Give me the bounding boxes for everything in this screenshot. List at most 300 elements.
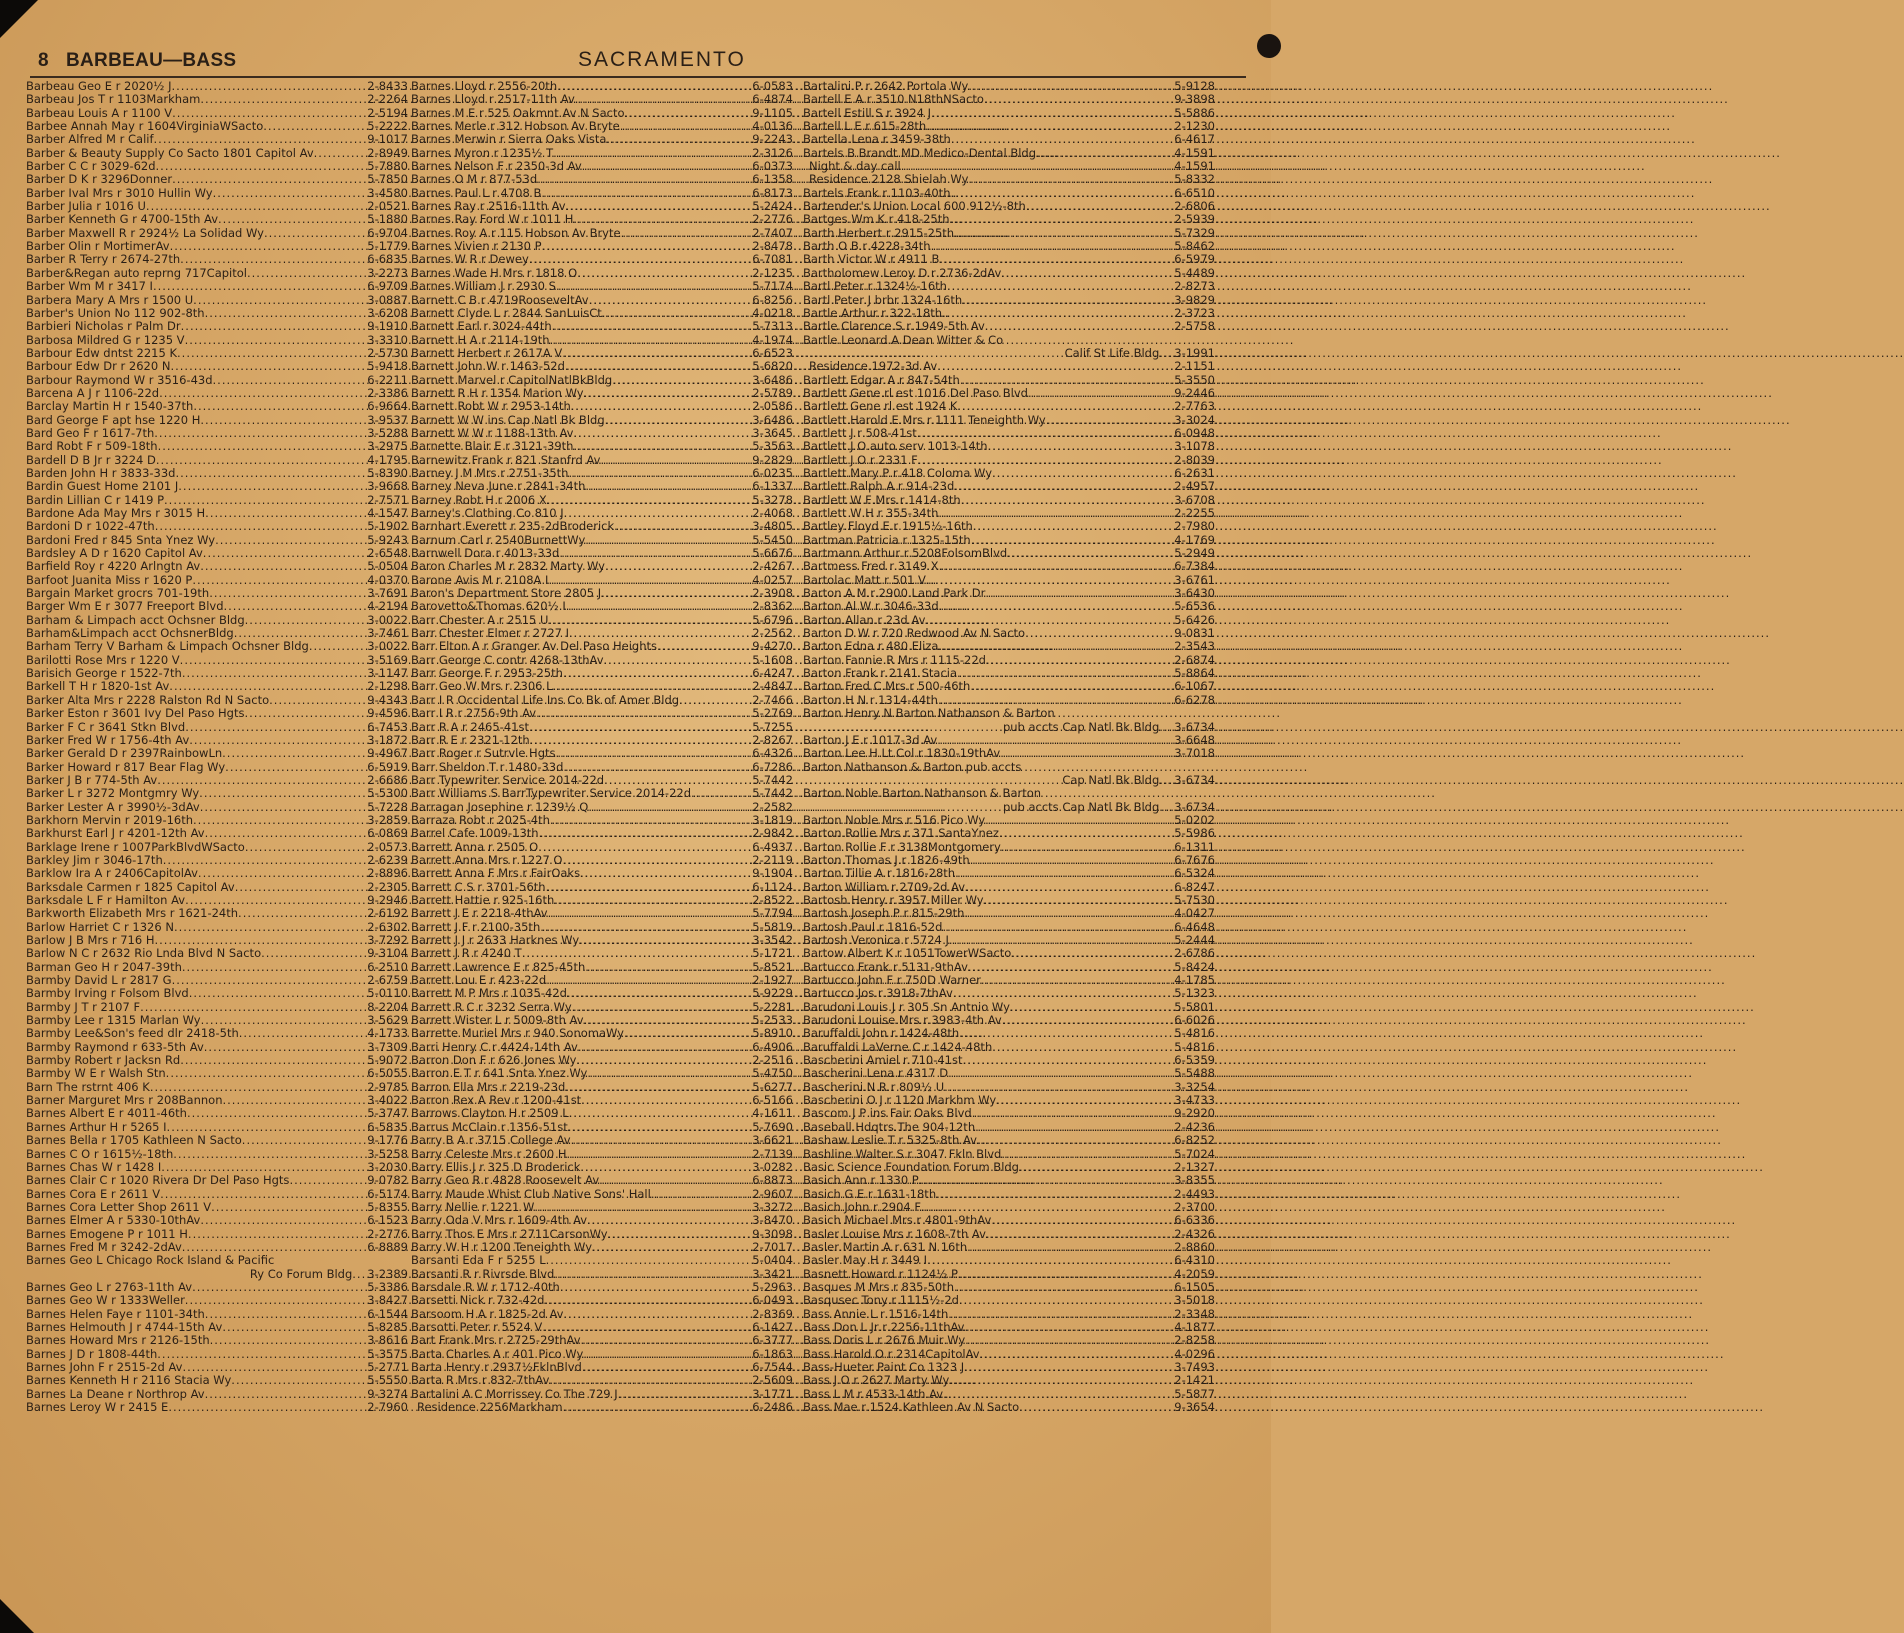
listing-name: Bass Don L Jr r 2256-11thAv	[803, 1319, 965, 1334]
listing-name: Bartella Lena r 3459-38th	[803, 132, 951, 147]
listing-phone: 5-2222	[367, 119, 408, 134]
listing-entry	[411, 1001, 793, 1014]
dot-leader	[937, 360, 1173, 373]
dot-leader	[529, 253, 752, 266]
listing-name: Barr R A r 2465-41st	[411, 719, 529, 734]
listing-entry	[411, 1081, 793, 1094]
dot-leader	[918, 454, 1173, 467]
listing-phone: 5-2949	[1174, 546, 1215, 561]
listing-entry	[411, 747, 793, 760]
listing-phone: 6-3777	[752, 1333, 793, 1348]
listing-phone: 9-2243	[752, 132, 793, 147]
dot-leader	[657, 640, 751, 653]
listing-name: Basic Science Foundation Forum Bldg	[803, 1159, 1019, 1174]
listing-entry	[411, 1054, 793, 1067]
listing-entry	[411, 1067, 793, 1080]
listing-entry	[803, 1094, 1215, 1107]
listing-entry	[411, 374, 793, 387]
listing-phone: 6-1311	[1174, 839, 1215, 854]
dot-leader	[1000, 747, 1173, 760]
listing-phone: 5-5886	[1174, 105, 1215, 120]
dot-leader	[182, 961, 366, 974]
listing-phone: 2-3700	[1174, 1199, 1215, 1214]
dot-leader	[1002, 1014, 1174, 1027]
listing-name: Barney J M Mrs r 2751-35th	[411, 465, 569, 480]
listing-entry	[26, 1094, 408, 1107]
listing-name: Barnes Myron r 1235½ T	[411, 145, 554, 160]
listing-entry	[26, 1134, 408, 1147]
listing-name: Barr Chester A r 2515 U	[411, 612, 549, 627]
listing-entry	[803, 480, 1215, 493]
listing-name: Barnes Elmer A r 5330-10thAv	[26, 1213, 201, 1228]
listing-entry	[411, 454, 793, 467]
listing-entry	[411, 173, 793, 186]
dot-leader	[975, 1121, 1173, 1134]
listing-phone: 2-1230	[1174, 119, 1215, 134]
dot-leader	[567, 1148, 752, 1161]
listing-entry	[803, 1041, 1215, 1054]
listing-entry	[26, 1214, 408, 1227]
listing-phone: 2-5758	[1174, 319, 1215, 334]
listing-name: Residence 2128 Shielah Wy	[809, 172, 969, 187]
listing-name: Bardell D B Jr r 3224 D	[26, 452, 156, 467]
listing-name: Bartosh Henry r 3957 Miller Wy	[803, 892, 984, 907]
listing-phone: 2-8369	[752, 1306, 793, 1321]
dot-leader	[589, 294, 752, 307]
listing-entry	[803, 387, 1215, 400]
listing-phone: 5-2771	[367, 1360, 408, 1374]
dot-leader	[568, 1121, 752, 1134]
listing-phone: 2-8039	[1174, 452, 1215, 467]
dot-leader	[537, 173, 751, 186]
dot-leader	[203, 547, 366, 560]
listing-name: Basler Louise Mrs r 1608-7th Av	[803, 1226, 986, 1241]
listing-name: Basich John r 2904 F	[803, 1199, 921, 1214]
listing-name: Bartosh Joseph P r 815-29th	[803, 906, 965, 921]
listing-name: Bartlett Gene rl est 1016 Del Paso Blvd	[803, 385, 1028, 400]
listing-entry	[26, 253, 408, 266]
listing-phone: 2-4267	[752, 559, 793, 574]
dot-leader	[309, 640, 366, 653]
dot-leader	[565, 1081, 751, 1094]
dot-leader	[210, 1334, 367, 1347]
listing-name: Bartlett Mary P r 418 Coloma Wy	[803, 465, 993, 480]
listing-name: Bartender's Union Local 600 912½-8th	[803, 199, 1026, 214]
listing-name: Barmby W E r Walsh Stn	[26, 1066, 166, 1081]
listing-name: Barmby Irving r Folsom Blvd	[26, 986, 189, 1001]
listing-entry	[803, 494, 1215, 507]
listing-name: Barnett John W r 1463-52d	[411, 359, 565, 374]
listing-name: Barrel Cafe 1009-13th	[411, 826, 539, 841]
listing-phone: 5-7850	[367, 172, 408, 187]
listing-entry	[26, 1361, 408, 1374]
dot-leader	[546, 974, 751, 987]
dot-leader	[605, 414, 752, 427]
dot-leader	[180, 654, 367, 667]
dot-leader	[1159, 774, 1173, 787]
listing-name: Bartucco Frank r 5131-9thAv	[803, 959, 968, 974]
listing-entry	[411, 1348, 793, 1361]
dot-leader	[189, 734, 366, 747]
dot-leader	[168, 1401, 366, 1414]
listing-phone: 6-4648	[1174, 919, 1215, 934]
listing-name: Barrett Wister L r 5009-8th Av	[411, 1013, 584, 1028]
listing-entry	[803, 294, 1215, 307]
listing-name: Barr R E r 2321-12th	[411, 732, 530, 747]
listing-name: Barnes Arthur H r 5265 I	[26, 1119, 167, 1134]
listing-entry	[803, 1161, 1215, 1174]
listing-entry	[26, 467, 408, 480]
listing-name: Calif St Life Bldg	[1064, 345, 1160, 360]
listing-entry	[26, 440, 408, 453]
dot-leader	[140, 1001, 366, 1014]
listing-name: Barrett Lawrence E r 825-45th	[411, 959, 586, 974]
listing-entry	[411, 334, 793, 347]
listing-name: Barker Alta Mrs r 2228 Ralston Rd N Sacto	[26, 692, 270, 707]
listing-phone: 6-7384	[1174, 559, 1215, 574]
listing-name: Bascherini Lena r 4317 D	[803, 1066, 949, 1081]
listing-phone: 2-6686	[367, 772, 408, 787]
listing-entry	[411, 187, 793, 200]
listing-phone: 3-3645	[752, 425, 793, 440]
listing-phone: 9-1910	[367, 319, 408, 334]
listing-entry	[411, 827, 793, 840]
listing-entry	[411, 93, 793, 106]
listing-name: Bass L M r 4533-14th Av	[803, 1386, 944, 1401]
listing-entry	[411, 961, 793, 974]
listing-phone: 8-2204	[367, 999, 408, 1014]
listing-name: Barmby David L r 2817 G	[26, 973, 172, 988]
listing-name: Barton Rollie Mrs r 371 SantaYnez	[803, 826, 999, 841]
dot-leader	[992, 1041, 1173, 1054]
dot-leader	[245, 614, 367, 627]
listing-phone: 9-3898	[1174, 92, 1215, 107]
name-range: BARBEAU—BASS	[66, 50, 237, 71]
listing-name: Bartucco John F r 750D Warner	[803, 973, 981, 988]
listing-entry	[26, 294, 408, 307]
listing-name: Barber Alfred M r Calif	[26, 132, 154, 147]
dot-leader	[999, 827, 1173, 840]
listing-name: Barbeau Jos T r 1103Markham	[26, 92, 201, 107]
dot-leader	[1019, 1161, 1173, 1174]
listing-phone: 5-7255	[752, 719, 793, 734]
dot-leader	[146, 200, 366, 213]
listing-name: Barnes Helmouth J r 4744-15th Av	[26, 1319, 223, 1334]
listing-phone: 2-0573	[367, 839, 408, 854]
listing-entry	[803, 1107, 1215, 1120]
listing-phone: 9-3104	[367, 946, 408, 961]
listing-phone: 6-0869	[367, 826, 408, 841]
listing-entry	[803, 547, 1215, 560]
dot-leader	[164, 494, 366, 507]
dot-leader	[950, 213, 1174, 226]
listing-name: Barnett Robt W r 2953-14th	[411, 399, 571, 414]
dot-leader	[536, 707, 751, 720]
listing-phone: 5-8285	[367, 1319, 408, 1334]
dot-leader	[1025, 627, 1173, 640]
listing-entry	[803, 133, 1215, 146]
listing-entry	[411, 587, 793, 600]
listing-name: Barfield Roy r 4220 Arlngtn Av	[26, 559, 201, 574]
listing-name: Barnes C O r 1615½-18th	[26, 1146, 174, 1161]
listing-entry	[803, 1081, 1215, 1094]
listing-name: Barker Lester A r 3990½-3dAv	[26, 799, 200, 814]
listing-name: Barnes Bella r 1705 Kathleen N Sacto	[26, 1133, 242, 1148]
dot-leader	[547, 494, 752, 507]
listing-name: Bartmann Arthur r 5208FolsomBlvd	[803, 546, 1008, 561]
dot-leader	[605, 560, 751, 573]
listing-entry	[26, 107, 408, 120]
dot-leader	[967, 1241, 1173, 1254]
listing-phone: 3-8427	[367, 1293, 408, 1308]
listing-name: Barmby Raymond r 633-5th Av	[26, 1039, 204, 1054]
listing-entry	[803, 334, 1215, 347]
dot-leader	[205, 827, 367, 840]
dot-leader	[1010, 1001, 1173, 1014]
listing-name: Bartolac Matt r 501 V	[803, 572, 926, 587]
listing-entry	[803, 761, 1215, 774]
listing-name: Barth O B r 4228-34th	[803, 239, 931, 254]
listing-name: Barnes J D r 1808-44th	[26, 1346, 158, 1361]
dot-leader	[154, 427, 366, 440]
listing-name: Barber&Regan auto reprng 717Capitol	[26, 265, 247, 280]
dot-leader	[942, 921, 1173, 934]
listing-phone: 5-3278	[752, 492, 793, 507]
listing-name: Bartle Arthur r 322-18th	[803, 305, 943, 320]
listing-phone: 4-1547	[367, 506, 408, 520]
listing-phone: 2-8362	[752, 599, 793, 614]
dot-leader	[620, 120, 752, 133]
listing-name: Barr Roger r Sutrvle Hgts	[411, 746, 556, 761]
listing-entry	[411, 1334, 793, 1347]
listing-phone: 2-1421	[1174, 1373, 1215, 1388]
dot-leader	[215, 534, 366, 547]
listing-phone: 3-7691	[367, 586, 408, 601]
listing-phone: 2-9607	[752, 1186, 793, 1201]
listing-phone: 2-0521	[367, 199, 408, 214]
dot-leader	[959, 1294, 1173, 1307]
listing-phone: 9-4270	[752, 639, 793, 654]
listing-entry	[803, 1214, 1215, 1227]
listing-name: Barber's Union No 112 902-8th	[26, 305, 205, 320]
listing-name: Barry Thos E Mrs r 2711CarsonWy	[411, 1226, 608, 1241]
listing-entry	[411, 120, 793, 133]
listing-entry	[803, 173, 1215, 186]
dot-leader	[947, 280, 1173, 293]
dot-leader	[175, 467, 366, 480]
listing-phone: 4-0136	[752, 119, 793, 134]
listing-entry	[803, 854, 1215, 867]
listing-phone: 6-0373	[752, 159, 793, 174]
listing-entry	[411, 1401, 793, 1414]
dot-leader	[180, 1054, 366, 1067]
listing-entry	[803, 93, 1215, 106]
listing-name: Barry B A r 3715 College Av	[411, 1133, 571, 1148]
listing-name: Basich Ann r 1330 P	[803, 1173, 919, 1188]
listing-entry	[26, 774, 408, 787]
dot-leader	[582, 160, 752, 173]
listing-phone: 3-8616	[367, 1333, 408, 1348]
listing-phone: 5-7690	[752, 1119, 793, 1134]
listing-name: Barnett R H r 1354 Marion Wy	[411, 385, 584, 400]
dot-leader	[563, 854, 752, 867]
listing-phone: 6-6278	[1174, 692, 1215, 707]
dot-leader	[153, 280, 366, 293]
listing-phone: 6-6026	[1174, 1013, 1215, 1028]
listing-entry	[411, 600, 793, 613]
listing-entry	[803, 814, 1215, 827]
listing-name: Barber Julia r 1016 U	[26, 199, 146, 214]
dot-leader	[954, 1281, 1173, 1294]
listing-phone: 3-6734	[1174, 719, 1215, 734]
listing-phone: 5-2444	[1174, 933, 1215, 947]
dot-leader	[170, 240, 367, 253]
listing-entry	[26, 841, 408, 854]
listing-phone: 2-3386	[367, 385, 408, 400]
listing-entry	[411, 574, 793, 587]
listing-phone: 9-1776	[367, 1133, 408, 1148]
listing-name: Barnes La Deane r Northrop Av	[26, 1386, 205, 1401]
listing-name: Barrett J F r 2100-35th	[411, 919, 541, 934]
listing-phone: 2-4236	[1174, 1119, 1215, 1134]
listing-entry	[26, 614, 408, 627]
listing-name: Barry Geo R r 4828 Roosevelt Av	[411, 1173, 600, 1188]
listing-name: Barnes Roy A r 115 Hobson Av Bryte	[411, 225, 621, 240]
dot-leader	[542, 240, 752, 253]
listing-name: Barron Don F r 626 Jones Wy	[411, 1053, 577, 1068]
listing-phone: 6-5324	[1174, 866, 1215, 881]
listing-name: Baruffaldi John r 1424-48th	[803, 1026, 960, 1041]
dot-leader	[588, 801, 751, 814]
listing-name: Barnes Ray r 2516-11th Av	[411, 199, 566, 214]
dot-leader	[546, 1254, 752, 1267]
dot-leader	[167, 1121, 367, 1134]
listing-phone: 5-6536	[1174, 599, 1215, 614]
listing-entry	[411, 987, 793, 1000]
listing-entry	[26, 1201, 408, 1214]
listing-phone: 6-4247	[752, 666, 793, 681]
listing-name: Barmby J T r 2107 F	[26, 999, 141, 1014]
dot-leader	[991, 1214, 1173, 1227]
listing-entry	[411, 654, 793, 667]
listing-entry	[803, 841, 1215, 854]
dot-leader	[158, 440, 367, 453]
dot-leader	[222, 1094, 366, 1107]
listing-entry	[26, 280, 408, 293]
listing-entry	[803, 667, 1215, 680]
listing-phone: 4-1591	[1174, 159, 1215, 174]
listing-phone: 9-1017	[367, 132, 408, 147]
listing-phone: 3-2859	[367, 812, 408, 827]
listing-name: Barr Geo W Mrs r 2306 L	[411, 679, 553, 694]
listing-phone: 2-7407	[752, 225, 793, 240]
listing-name: Barcena A J r 1106-22d	[26, 385, 160, 400]
dot-leader	[205, 1308, 366, 1321]
listing-phone: 2-7960	[367, 1400, 408, 1415]
listing-entry	[26, 694, 408, 707]
listing-name: Bartell L E r 615-28th	[803, 119, 927, 134]
listing-name: Bard Geo F r 1617-7th	[26, 425, 155, 440]
listing-name: Barrett Hattie r 925-16th	[411, 892, 555, 907]
listing-name: Barisich George r 1522-7th	[26, 666, 182, 681]
listing-entry	[411, 974, 793, 987]
listing-entry	[26, 507, 408, 520]
listing-name: Barudoni Louise Mrs r 3983-4th Av	[803, 1013, 1002, 1028]
listing-name: Barden John H r 3833-33d	[26, 465, 176, 480]
listing-name: Bart Frank Mrs r 2725-29thAv	[411, 1333, 581, 1348]
dot-leader	[938, 640, 1173, 653]
dot-leader	[968, 961, 1173, 974]
listing-name: Bardsley A D r 1620 Capitol Av	[26, 546, 203, 561]
dot-leader	[289, 1174, 366, 1187]
dot-leader	[960, 374, 1173, 387]
listing-phone: 4-1611	[752, 1106, 793, 1121]
dot-leader	[984, 894, 1174, 907]
listing-phone: 3-0282	[752, 1159, 793, 1174]
listing-entry	[26, 334, 408, 347]
listing-phone: 3-7292	[367, 933, 408, 947]
listing-name: Barton Nathanson & Barton pub accts	[803, 759, 1022, 774]
listing-phone: 5-5819	[752, 919, 793, 934]
listing-name: Barr Elton A r Granger Av Del Paso Heights	[411, 639, 658, 654]
listing-phone: 5-5877	[1174, 1386, 1215, 1401]
listing-phone: 5-8424	[1174, 959, 1215, 974]
listing-name: Bartges Wm K r 418-25th	[803, 212, 950, 227]
listing-phone: 6-5166	[752, 1093, 793, 1108]
listing-name: Barmby Lee r 1315 Marlan Wy	[26, 1013, 201, 1028]
listing-phone: 3-5258	[367, 1146, 408, 1161]
dot-leader	[938, 507, 1173, 520]
dot-leader	[964, 1361, 1173, 1374]
dot-leader	[546, 881, 752, 894]
listing-phone: 3-8355	[1174, 1173, 1215, 1188]
dot-leader	[939, 560, 1174, 573]
listing-phone: 2-2582	[752, 799, 793, 814]
dot-leader	[917, 427, 1173, 440]
listing-name: Barton William r 2709-2d Av	[803, 879, 966, 894]
dot-leader	[264, 227, 366, 240]
listing-entry	[26, 80, 408, 93]
dot-leader	[584, 1014, 752, 1027]
listing-phone: 2-9785	[367, 1079, 408, 1094]
listing-phone: 5-2281	[752, 999, 793, 1014]
listing-name: Barry Maude Whist Club Native Sons' Hall	[411, 1186, 651, 1201]
listing-name: Barbour Edw Dr r 2620 N	[26, 359, 171, 374]
listing-phone: 2-8258	[1174, 1333, 1215, 1348]
listing-name: Barry Nellie r 1221 W	[411, 1199, 535, 1214]
listing-entry	[411, 107, 793, 120]
listing-phone: 3-1078	[1174, 439, 1215, 454]
listing-phone: 5-1323	[1174, 986, 1215, 1001]
listing-name: Barker L r 3272 Montgmry Wy	[26, 786, 200, 801]
dot-leader	[564, 507, 752, 520]
dot-leader	[170, 360, 366, 373]
listing-name: Barnes Howard Mrs r 2126-15th	[26, 1333, 210, 1348]
listing-entry	[803, 987, 1215, 1000]
listing-entry	[411, 213, 793, 226]
dot-leader	[213, 374, 367, 387]
listing-phone: 3-1771	[752, 1386, 793, 1401]
dot-leader	[959, 1027, 1173, 1040]
listing-phone: 5-2533	[752, 1013, 793, 1028]
listing-name: Barker Fred W r 1756-4th Av	[26, 732, 190, 747]
dot-leader	[225, 761, 366, 774]
dot-leader	[985, 587, 1173, 600]
listing-name: Bard George F apt hse 1220 H	[26, 412, 201, 427]
listing-entry	[26, 307, 408, 320]
dot-leader	[996, 1094, 1173, 1107]
listing-entry	[411, 761, 793, 774]
